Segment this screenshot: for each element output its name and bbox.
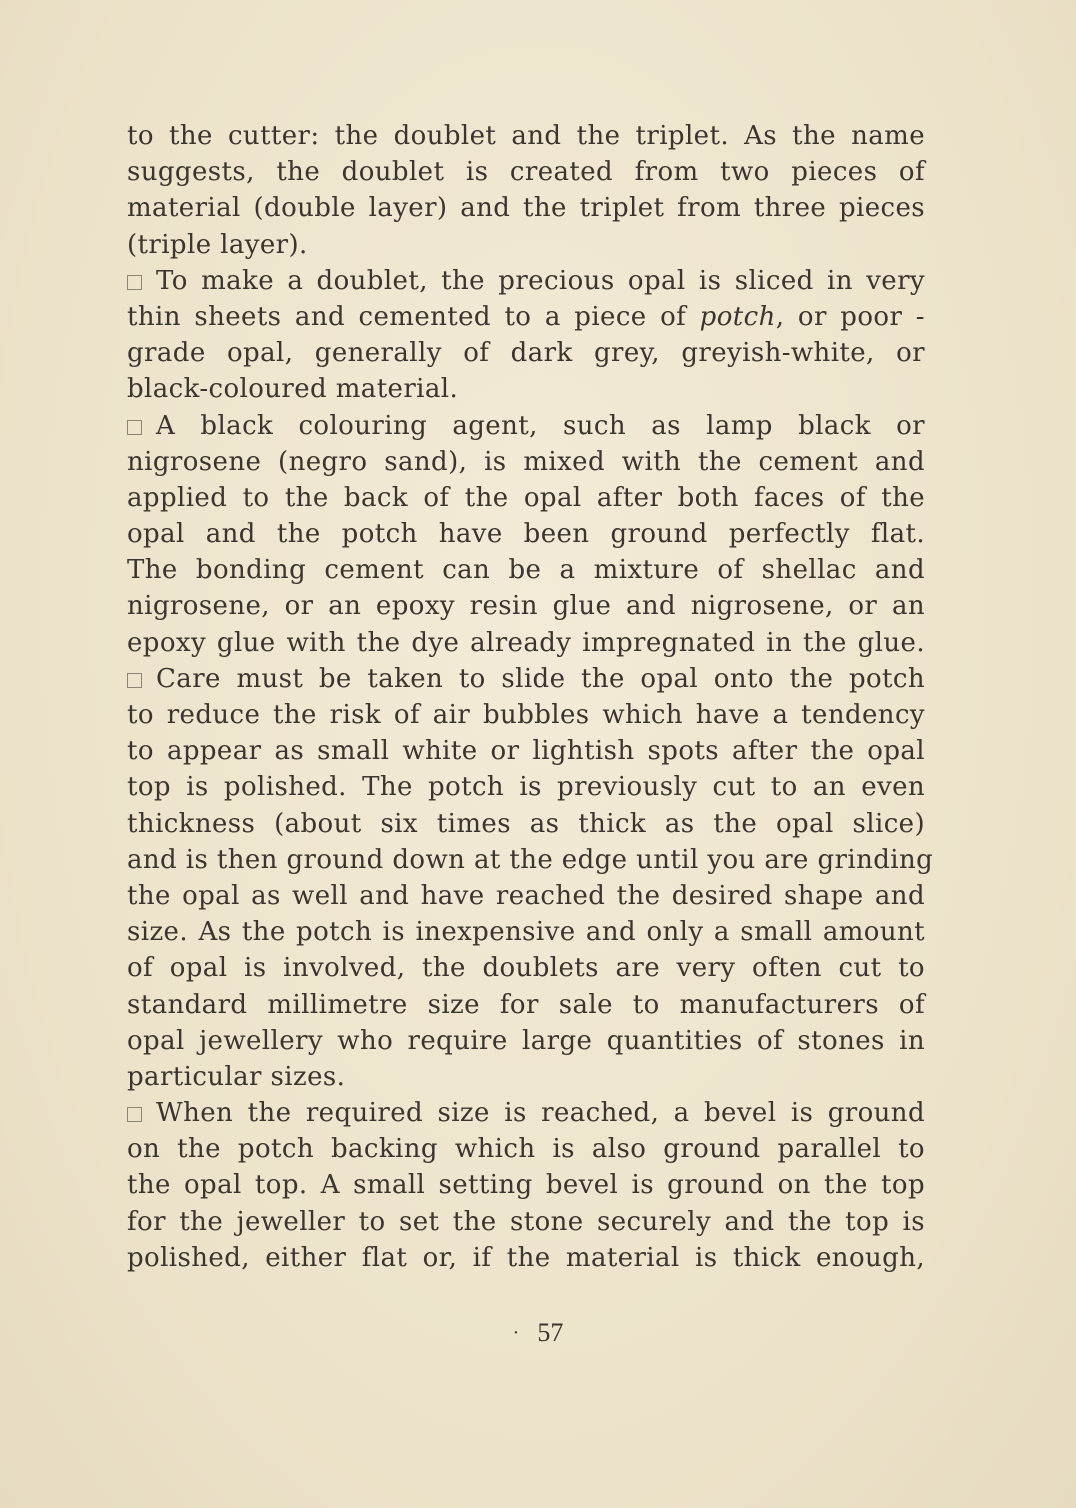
text-line: particular sizes. (127, 1061, 346, 1092)
text-line: grade opal, generally of dark grey, greyish-white, or (127, 338, 925, 369)
text-line: opal jewellery who require large quantities of stones in (127, 1025, 925, 1056)
text-line: to the cutter: the doublet and the triplet. As the name (127, 121, 925, 151)
paragraph-box-icon (127, 275, 142, 290)
text-line: material (double layer) and the triplet from three pieces (127, 193, 925, 224)
text-line: the opal as well and have reached the desired shape and (127, 880, 925, 911)
paragraph-box-icon (127, 673, 142, 688)
text-line: size. As the potch is inexpensive and only a small amount (127, 917, 925, 948)
text-line: black-coloured material. (127, 374, 459, 405)
italic-term: potch (699, 301, 776, 332)
text-line: on the potch backing which is also ground parallel to (127, 1134, 925, 1165)
text-line: polished, either flat or, if the material is thick enough, (127, 1242, 925, 1273)
text-line: the opal top. A small setting bevel is ground on the top (127, 1170, 925, 1201)
text-line: to reduce the risk of air bubbles which have a tendency (127, 700, 925, 730)
text-line: thickness (about six times as thick as the opal slice) (127, 808, 925, 839)
paragraph-box-icon (127, 420, 142, 435)
text-line: (triple layer). (127, 229, 308, 260)
text-line: of opal is involved, the doublets are very often cut to (127, 953, 925, 984)
text-line: to appear as small white or lightish spots after the opal (127, 736, 925, 767)
text-line: suggests, the doublet is created from two pieces of (127, 157, 925, 188)
text-line: When the required size is reached, a bevel is ground (127, 1095, 925, 1131)
page-number (0, 1318, 1076, 1348)
text-line: epoxy glue with the dye already impregnated in the glue. (127, 627, 925, 658)
text-line: thin sheets and cemented to a piece of potch, or poor - (127, 301, 925, 332)
text-line: and is then ground down at the edge until you are grinding (127, 844, 934, 875)
text-line: The bonding cement can be a mixture of shellac and (127, 555, 925, 586)
paragraph-box-icon (127, 1107, 142, 1122)
text-line: opal and the potch have been ground perfectly flat. (127, 519, 925, 550)
text-line: Care must be taken to slide the opal onto the potch (127, 661, 925, 697)
text-line: for the jeweller to set the stone securely and the top is (127, 1206, 925, 1237)
text-line: standard millimetre size for sale to manufacturers of (127, 989, 925, 1020)
page-number-value: 57 (537, 1318, 564, 1347)
folio-dot-mark: · (512, 1322, 520, 1344)
page-text (127, 118, 934, 1276)
text-line: top is polished. The potch is previously cut to an even (127, 772, 925, 803)
text-line: A black colouring agent, such as lamp black or (127, 408, 925, 444)
text-line: To make a doublet, the precious opal is sliced in very (127, 263, 925, 299)
text-line: nigrosene (negro sand), is mixed with the cement and (127, 446, 925, 477)
text-line: applied to the back of the opal after both faces of the (127, 482, 925, 513)
text-line: nigrosene, or an epoxy resin glue and nigrosene, or an (127, 591, 925, 622)
